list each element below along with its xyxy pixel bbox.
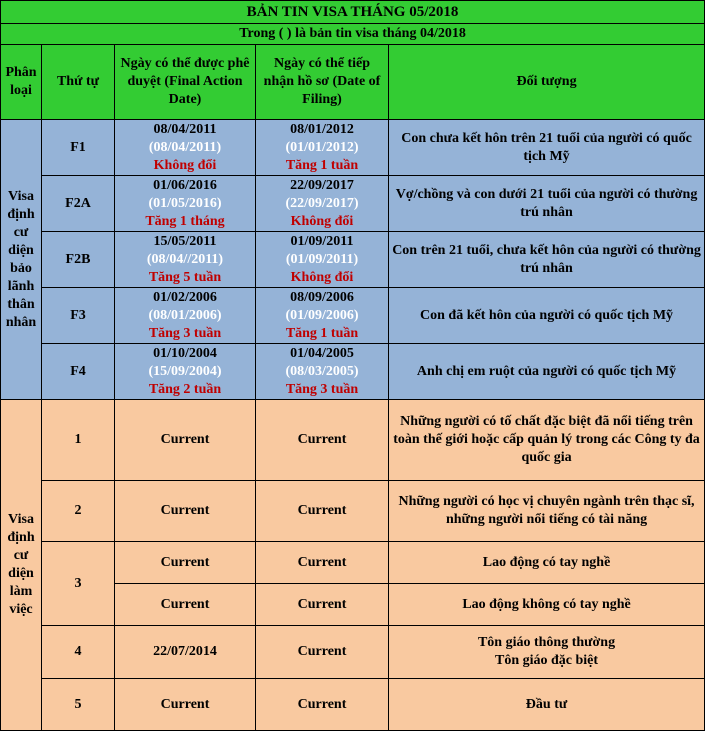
header-filing: Ngày có thể tiếp nhận hồ sơ (Date of Filing) [256,45,389,120]
table-row [1,542,705,584]
order-cell: F2B [42,232,115,288]
order-cell: F4 [42,344,115,400]
final-action-cell: 22/07/2014 [115,626,256,679]
filing-cell [256,120,389,176]
table-row [1,344,705,400]
order-cell: F1 [42,120,115,176]
target-cell: Lao động có tay nghề [389,542,705,584]
header-order: Thứ tự [42,45,115,120]
header-category: Phân loại [1,45,42,120]
filing-cell [256,288,389,344]
order-cell: F2A [42,176,115,232]
target-cell: Đầu tư [389,679,705,731]
final-action-date: 08/04/2011 [153,121,217,137]
target-cell: Con đã kết hôn của người có quốc tịch Mỹ [389,288,705,344]
final-action-date: 01/10/2004 [153,345,217,361]
target-cell: Con chưa kết hôn trên 21 tuổi của người có quốc tịch Mỹ [389,120,705,176]
final-action-cell [115,176,256,232]
target-cell: Vợ/chồng và con dưới 21 tuổi của người có thường trú nhân [389,176,705,232]
filing-date: 08/01/2012 [290,121,354,137]
filing-cell: Current [256,542,389,584]
table-row [1,481,705,542]
table-row [1,400,705,481]
final-action-cell [115,120,256,176]
final-action-change: Tăng 2 tuần [148,381,222,397]
final-action-previous: (01/05/2016) [148,195,222,211]
filing-date: 08/09/2006 [290,289,354,305]
target-cell: Lao động không có tay nghề [389,584,705,626]
order-cell: 3 [42,542,115,626]
filing-change: Không đổi [290,213,354,229]
employment-category-cell: Visa định cư diện làm việc [1,400,42,731]
table-row [1,626,705,679]
target-cell: Con trên 21 tuổi, chưa kết hôn của người có thường trú nhân [389,232,705,288]
filing-previous: (01/09/2011) [285,251,359,267]
filing-cell [256,176,389,232]
final-action-previous: (08/04//2011) [146,251,224,267]
filing-change: Không đổi [290,269,354,285]
final-action-change: Tăng 5 tuần [148,269,222,285]
filing-cell [256,344,389,400]
filing-date: 01/09/2011 [290,233,354,249]
final-action-date: 15/05/2011 [153,233,217,249]
final-action-cell: Current [115,542,256,584]
family-category-cell: Visa định cư diện bảo lãnh thân nhân [1,120,42,400]
target-cell: Những người có tố chất đặc biệt đã nổi tiếng trên toàn thế giới hoặc cấp quản lý trong các Công ty đa quốc gia [389,400,705,481]
header-final-action: Ngày có thể được phê duyệt (Final Action Date) [115,45,256,120]
filing-previous: (01/01/2012) [285,139,359,155]
final-action-change: Không đổi [153,157,217,173]
filing-date: 01/04/2005 [290,345,354,361]
final-action-date: 01/06/2016 [153,177,217,193]
table-row [1,120,705,176]
final-action-cell: Current [115,584,256,626]
final-action-previous: (15/09/2004) [148,363,222,379]
filing-cell: Current [256,584,389,626]
header-row [1,45,705,120]
filing-previous: (22/09/2017) [285,195,359,211]
table-row [1,232,705,288]
order-cell: F3 [42,288,115,344]
order-cell: 1 [42,400,115,481]
final-action-change: Tăng 1 tháng [145,213,225,229]
target-cell [389,626,705,679]
final-action-cell: Current [115,679,256,731]
table-row [1,176,705,232]
target-line-1: Tôn giáo thông thường [477,635,616,650]
bulletin-title: BẢN TIN VISA THÁNG 05/2018 [1,1,705,24]
final-action-cell [115,232,256,288]
final-action-previous: (08/04/2011) [148,139,222,155]
filing-change: Tăng 1 tuần [285,325,359,341]
filing-previous: (08/03/2005) [285,363,359,379]
filing-cell: Current [256,481,389,542]
final-action-previous: (08/01/2006) [148,307,222,323]
order-cell: 2 [42,481,115,542]
table-row [1,679,705,731]
final-action-date: 01/02/2006 [153,289,217,305]
target-cell: Những người có học vị chuyên ngành trên thạc sĩ, những người nổi tiếng có tài năng [389,481,705,542]
filing-cell: Current [256,400,389,481]
filing-change: Tăng 3 tuần [285,381,359,397]
bulletin-subtitle: Trong ( ) là bản tin visa tháng 04/2018 [1,24,705,45]
title-row [1,1,705,24]
filing-cell: Current [256,626,389,679]
final-action-cell [115,344,256,400]
final-action-cell: Current [115,400,256,481]
table-row [1,288,705,344]
subtitle-row [1,24,705,45]
final-action-cell: Current [115,481,256,542]
order-cell: 5 [42,679,115,731]
order-cell: 4 [42,626,115,679]
target-line-2: Tôn giáo đặc biệt [494,653,599,668]
final-action-change: Tăng 3 tuần [148,325,222,341]
filing-cell [256,232,389,288]
target-cell: Anh chị em ruột của người có quốc tịch Mỹ [389,344,705,400]
final-action-cell [115,288,256,344]
filing-previous: (01/09/2006) [285,307,359,323]
filing-change: Tăng 1 tuần [285,157,359,173]
header-target: Đối tượng [389,45,705,120]
filing-date: 22/09/2017 [290,177,354,193]
filing-cell: Current [256,679,389,731]
